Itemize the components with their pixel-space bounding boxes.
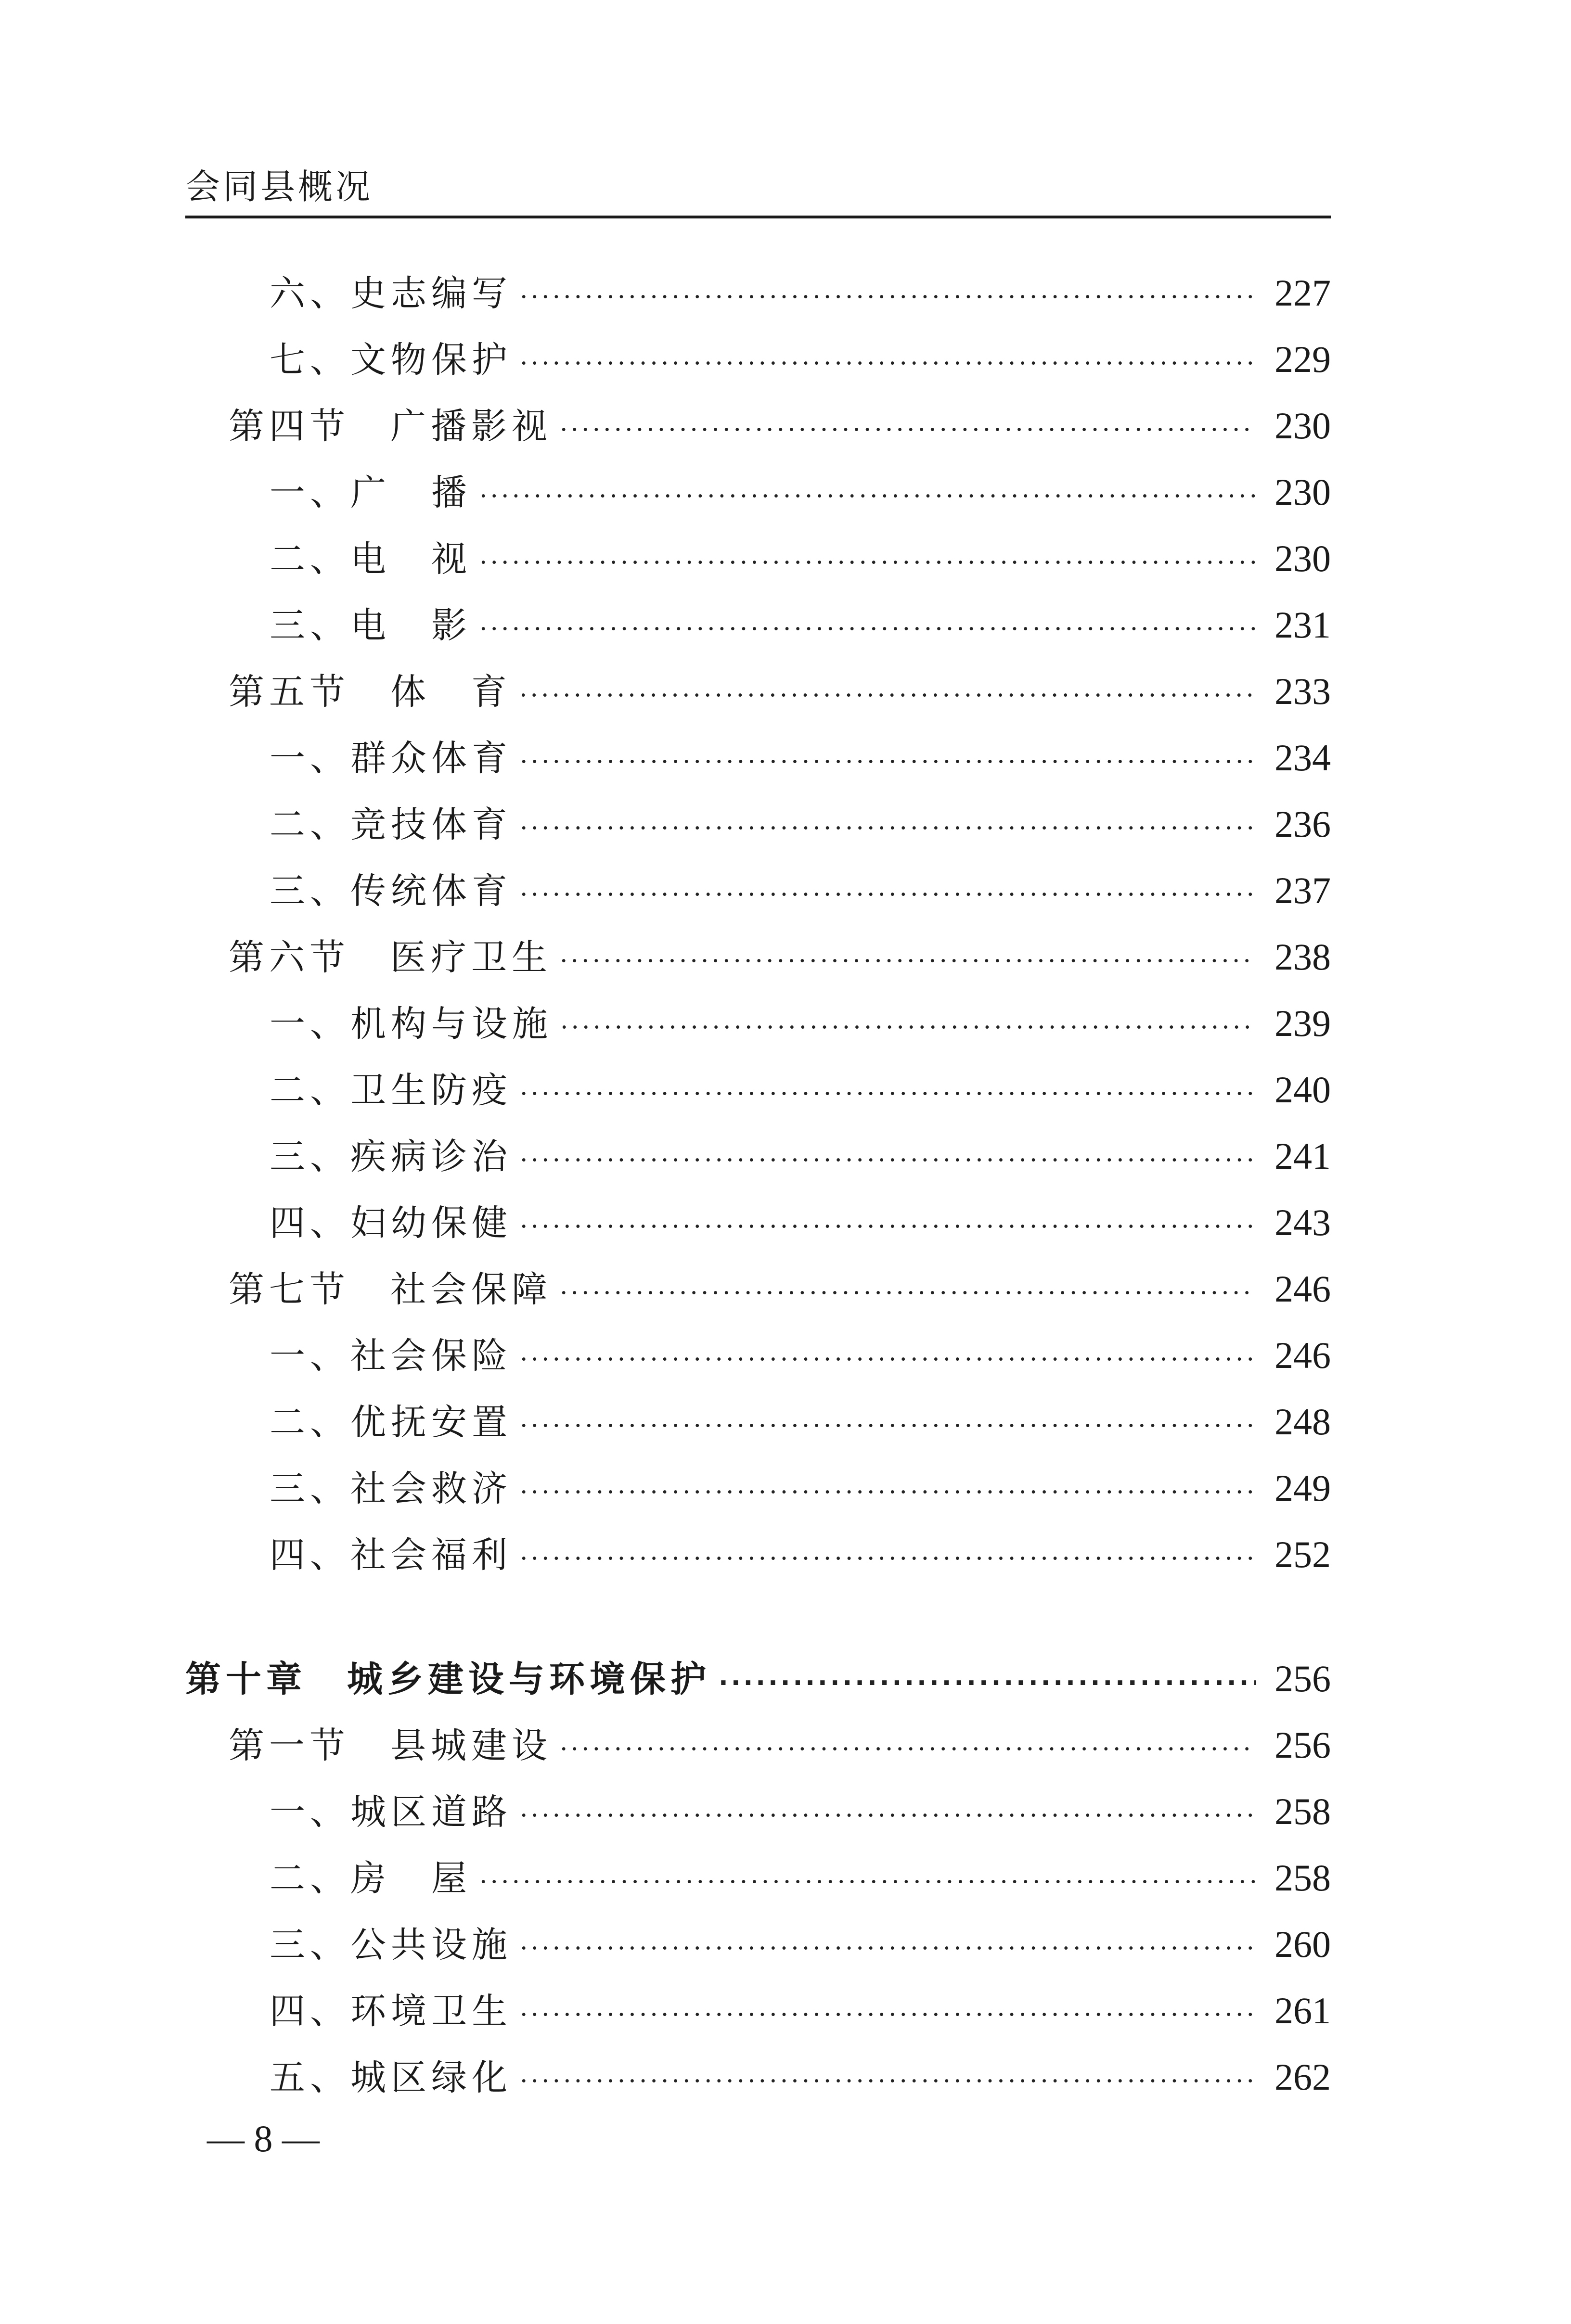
toc-entry-label: 二、竞技体育 (270, 804, 512, 845)
toc-entry-label: 一、城区道路 (270, 1791, 512, 1833)
toc-entry-label: 二、优抚安置 (270, 1402, 512, 1443)
toc-entry[interactable] (185, 525, 1331, 592)
dot-leader (479, 596, 1256, 663)
dot-leader (560, 928, 1256, 995)
toc-entry[interactable] (185, 1057, 1331, 1123)
toc-entry-page: 237 (1275, 869, 1331, 911)
toc-entry-label: 二、电 视 (270, 538, 472, 580)
toc-entry[interactable] (185, 1778, 1331, 1845)
toc-entry[interactable] (185, 791, 1331, 857)
toc-section[interactable] (185, 393, 1331, 459)
toc-entry[interactable] (185, 1123, 1331, 1189)
toc-entry[interactable] (185, 725, 1331, 791)
toc-entry-label: 六、史志编写 (270, 273, 512, 314)
toc-entry-page: 238 (1275, 936, 1331, 978)
toc-entry-page: 249 (1275, 1467, 1331, 1509)
toc-entry-page: 262 (1275, 2056, 1331, 2098)
dot-leader (560, 995, 1256, 1061)
toc-entry-label: 三、疾病诊治 (270, 1136, 512, 1177)
toc-entry-label: 第六节 医疗卫生 (229, 937, 552, 978)
toc-entry-label: 五、城区绿化 (270, 2057, 512, 2098)
toc-chapter[interactable] (185, 1646, 1331, 1712)
toc-entry[interactable] (185, 260, 1331, 326)
toc-entry-label: 二、房 屋 (270, 1858, 472, 1899)
toc-entry-page: 230 (1275, 471, 1331, 513)
header-rule (185, 216, 1331, 218)
toc-entry-label: 四、环境卫生 (270, 1991, 512, 2032)
dot-leader (520, 1459, 1256, 1526)
dot-leader (560, 1260, 1256, 1327)
dot-leader (520, 1393, 1256, 1459)
dot-leader (520, 2048, 1256, 2115)
toc-entry-label: 四、妇幼保健 (270, 1202, 512, 1244)
toc-entry-page: 241 (1275, 1135, 1331, 1177)
toc-entry-page: 256 (1275, 1658, 1331, 1699)
dot-leader (520, 1982, 1256, 2048)
dot-leader (560, 1716, 1256, 1783)
page-number: — 8 — (207, 2118, 320, 2159)
toc-section[interactable] (185, 924, 1331, 990)
toc-entry[interactable] (185, 1978, 1331, 2044)
toc-entry[interactable] (185, 2044, 1331, 2110)
dot-leader (520, 795, 1256, 862)
toc-entry[interactable] (185, 990, 1331, 1057)
dot-leader (520, 1915, 1256, 1982)
toc-entry-page: 239 (1275, 1002, 1331, 1044)
toc-entry-page: 256 (1275, 1724, 1331, 1766)
toc-section[interactable] (185, 1256, 1331, 1322)
dot-leader (719, 1650, 1256, 1716)
toc-entry-label: 二、卫生防疫 (270, 1070, 512, 1111)
dot-leader (479, 463, 1256, 530)
toc-entry-page: 248 (1275, 1401, 1331, 1443)
toc-entry-label: 一、社会保险 (270, 1335, 512, 1377)
toc-entry[interactable] (185, 459, 1331, 525)
toc-entry-page: 260 (1275, 1923, 1331, 1965)
toc-entry-page: 252 (1275, 1533, 1331, 1575)
toc-entry-page: 240 (1275, 1069, 1331, 1111)
toc-entry-label: 三、社会救济 (270, 1468, 512, 1509)
toc-entry-page: 258 (1275, 1857, 1331, 1899)
dot-leader (520, 862, 1256, 928)
toc-entry[interactable] (185, 326, 1331, 393)
toc-entry-page: 230 (1275, 537, 1331, 579)
toc-entry-label: 一、群众体育 (270, 738, 512, 779)
dot-leader (520, 264, 1256, 331)
toc-entry-page: 246 (1275, 1268, 1331, 1310)
toc-entry-label: 三、电 影 (270, 605, 472, 646)
toc-entry-label: 一、广 播 (270, 472, 472, 513)
toc-entry-label: 第十章 城乡建设与环境保护 (185, 1659, 711, 1700)
toc-entry-page: 258 (1275, 1790, 1331, 1832)
toc-entry[interactable] (185, 1189, 1331, 1256)
toc-entry-label: 三、传统体育 (270, 870, 512, 912)
dot-leader (520, 1194, 1256, 1260)
toc-entry-label: 第一节 县城建设 (229, 1725, 552, 1766)
dot-leader (479, 530, 1256, 596)
table-of-contents (185, 260, 1331, 2110)
toc-entry-page: 246 (1275, 1334, 1331, 1376)
toc-entry[interactable] (185, 1322, 1331, 1389)
toc-entry[interactable] (185, 1911, 1331, 1978)
toc-entry-page: 227 (1275, 272, 1331, 314)
toc-entry-page: 261 (1275, 1990, 1331, 2031)
dot-leader (520, 1783, 1256, 1849)
toc-entry-label: 一、机构与设施 (270, 1003, 553, 1045)
toc-entry[interactable] (185, 592, 1331, 658)
toc-entry-label: 第七节 社会保障 (229, 1269, 552, 1310)
toc-entry[interactable] (185, 1521, 1331, 1588)
toc-entry-label: 四、社会福利 (270, 1534, 512, 1576)
dot-leader (520, 1526, 1256, 1592)
dot-leader (479, 1849, 1256, 1915)
dot-leader (520, 1061, 1256, 1127)
toc-entry-label: 三、公共设施 (270, 1924, 512, 1966)
toc-entry[interactable] (185, 1845, 1331, 1911)
toc-entry-label: 第五节 体 育 (229, 671, 512, 713)
toc-entry-page: 230 (1275, 405, 1331, 447)
toc-entry[interactable] (185, 1455, 1331, 1521)
toc-entry-label: 七、文物保护 (270, 339, 512, 381)
dot-leader (520, 1127, 1256, 1194)
running-header-title: 会同县概况 (185, 166, 373, 207)
dot-leader (520, 729, 1256, 795)
dot-leader (560, 397, 1256, 463)
toc-entry-label: 第四节 广播影视 (229, 406, 552, 447)
toc-entry-page: 236 (1275, 803, 1331, 845)
toc-entry-page: 243 (1275, 1201, 1331, 1243)
toc-entry[interactable] (185, 1389, 1331, 1455)
dot-leader (519, 663, 1256, 729)
toc-entry-page: 231 (1275, 604, 1331, 646)
toc-entry-page: 234 (1275, 737, 1331, 779)
toc-section[interactable] (185, 658, 1331, 725)
toc-entry[interactable] (185, 857, 1331, 924)
toc-entry-page: 229 (1275, 338, 1331, 380)
toc-section[interactable] (185, 1712, 1331, 1778)
dot-leader (520, 1327, 1256, 1393)
toc-entry-page: 233 (1275, 670, 1331, 712)
dot-leader (520, 331, 1256, 397)
